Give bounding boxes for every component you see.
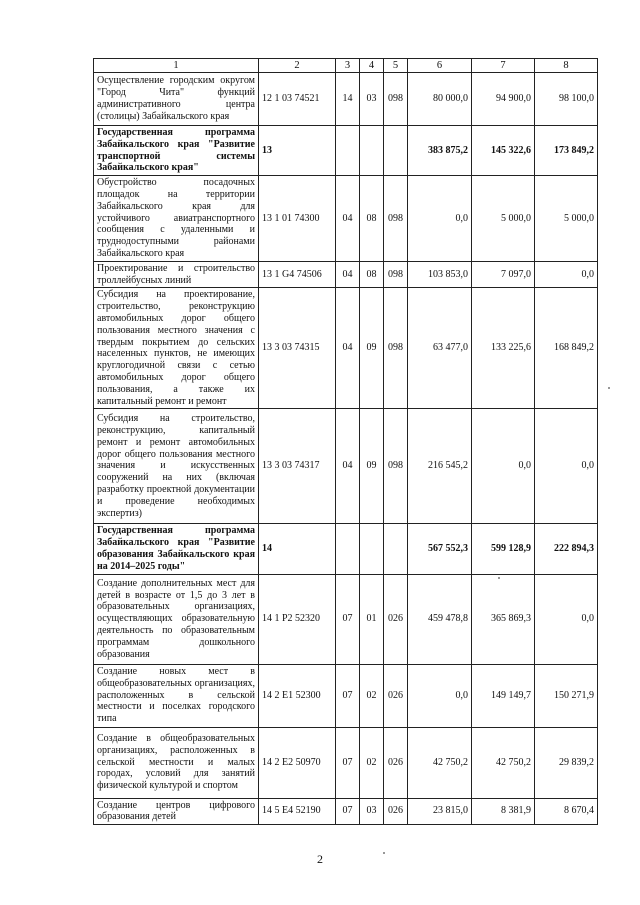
row-amount-6: 459 478,8 xyxy=(408,574,472,664)
row-col5 xyxy=(384,126,408,176)
column-header-7: 7 xyxy=(472,59,535,73)
table-body xyxy=(94,59,598,825)
row-col5: 026 xyxy=(384,664,408,727)
table-row xyxy=(94,288,598,409)
row-col5: 098 xyxy=(384,409,408,524)
row-name: Обустройство посадочных площадок на территории Забайкальского края для устойчивого авиатранспортного сообщения с удаленными и труднодоступными районами Забайкальского края xyxy=(94,176,259,262)
row-amount-8: 150 271,9 xyxy=(535,664,598,727)
row-amount-6: 0,0 xyxy=(408,664,472,727)
row-col5: 098 xyxy=(384,288,408,409)
row-code: 14 2 E1 52300 xyxy=(259,664,336,727)
row-col4: 02 xyxy=(360,664,384,727)
row-code: 13 1 G4 74506 xyxy=(259,261,336,288)
row-amount-7: 94 900,0 xyxy=(472,73,535,126)
row-amount-6: 216 545,2 xyxy=(408,409,472,524)
row-code: 13 3 03 74317 xyxy=(259,409,336,524)
scan-speck xyxy=(383,852,385,854)
row-amount-6: 80 000,0 xyxy=(408,73,472,126)
row-col5: 026 xyxy=(384,574,408,664)
row-col3: 07 xyxy=(336,727,360,798)
column-header-8: 8 xyxy=(535,59,598,73)
row-col3: 07 xyxy=(336,664,360,727)
column-header-3: 3 xyxy=(336,59,360,73)
row-amount-8: 8 670,4 xyxy=(535,798,598,825)
table-row xyxy=(94,126,598,176)
row-code: 14 5 E4 52190 xyxy=(259,798,336,825)
scan-speck xyxy=(608,387,610,389)
row-amount-7: 145 322,6 xyxy=(472,126,535,176)
row-col5: 098 xyxy=(384,261,408,288)
table-row xyxy=(94,409,598,524)
header-row xyxy=(94,59,598,73)
table-row xyxy=(94,261,598,288)
row-col3 xyxy=(336,524,360,574)
row-amount-8: 168 849,2 xyxy=(535,288,598,409)
row-col5: 026 xyxy=(384,798,408,825)
row-col4: 03 xyxy=(360,73,384,126)
row-amount-7: 7 097,0 xyxy=(472,261,535,288)
row-amount-8: 98 100,0 xyxy=(535,73,598,126)
row-code: 14 xyxy=(259,524,336,574)
row-name: Создание центров цифрового образования детей xyxy=(94,798,259,825)
row-col4: 09 xyxy=(360,409,384,524)
row-name: Создание в общеобразовательных организациях, расположенных в сельской местности и малых городах, условий для занятий физической культурой и спортом xyxy=(94,727,259,798)
row-col3: 14 xyxy=(336,73,360,126)
row-amount-7: 365 869,3 xyxy=(472,574,535,664)
row-amount-8: 0,0 xyxy=(535,409,598,524)
scan-speck xyxy=(498,577,500,579)
row-amount-7: 133 225,6 xyxy=(472,288,535,409)
table-row xyxy=(94,727,598,798)
row-amount-8: 0,0 xyxy=(535,574,598,664)
row-amount-6: 103 853,0 xyxy=(408,261,472,288)
row-col4: 03 xyxy=(360,798,384,825)
budget-table xyxy=(93,58,598,825)
table-row xyxy=(94,73,598,126)
row-amount-6: 0,0 xyxy=(408,176,472,262)
row-col3: 04 xyxy=(336,176,360,262)
row-amount-6: 23 815,0 xyxy=(408,798,472,825)
row-name: Осуществление городским округом "Город Чита" функций административного центра (столицы) Забайкальского края xyxy=(94,73,259,126)
row-name: Субсидия на строительство, реконструкцию, капитальный ремонт и ремонт автомобильных дорог общего пользования местного значения и искусственных сооружений на них (включая разработку проектной документации и проведение необходимых экспертиз) xyxy=(94,409,259,524)
row-amount-7: 599 128,9 xyxy=(472,524,535,574)
page-number: 2 xyxy=(317,852,323,866)
row-col5: 098 xyxy=(384,73,408,126)
row-code: 14 2 E2 50970 xyxy=(259,727,336,798)
row-col3: 04 xyxy=(336,288,360,409)
row-name: Государственная программа Забайкальского края "Развитие транспортной системы Забайкальского края" xyxy=(94,126,259,176)
row-col4: 08 xyxy=(360,261,384,288)
table-row xyxy=(94,664,598,727)
row-amount-8: 0,0 xyxy=(535,261,598,288)
row-name: Государственная программа Забайкальского края "Развитие образования Забайкальского края на 2014–2025 годы" xyxy=(94,524,259,574)
column-header-5: 5 xyxy=(384,59,408,73)
row-col4: 01 xyxy=(360,574,384,664)
row-amount-7: 149 149,7 xyxy=(472,664,535,727)
row-amount-7: 5 000,0 xyxy=(472,176,535,262)
row-name: Создание новых мест в общеобразовательных организациях, расположенных в сельской местности и поселках городского типа xyxy=(94,664,259,727)
row-col3: 07 xyxy=(336,574,360,664)
row-code: 13 1 01 74300 xyxy=(259,176,336,262)
row-name: Проектирование и строительство троллейбусных линий xyxy=(94,261,259,288)
row-amount-7: 42 750,2 xyxy=(472,727,535,798)
table-row xyxy=(94,176,598,262)
row-amount-8: 29 839,2 xyxy=(535,727,598,798)
row-col5 xyxy=(384,524,408,574)
row-col4 xyxy=(360,126,384,176)
row-code: 13 xyxy=(259,126,336,176)
row-col5: 098 xyxy=(384,176,408,262)
table-row xyxy=(94,798,598,825)
row-amount-8: 222 894,3 xyxy=(535,524,598,574)
row-col4: 08 xyxy=(360,176,384,262)
column-header-6: 6 xyxy=(408,59,472,73)
row-code: 13 3 03 74315 xyxy=(259,288,336,409)
row-amount-7: 0,0 xyxy=(472,409,535,524)
row-amount-6: 42 750,2 xyxy=(408,727,472,798)
row-amount-8: 5 000,0 xyxy=(535,176,598,262)
column-header-2: 2 xyxy=(259,59,336,73)
column-header-1: 1 xyxy=(94,59,259,73)
row-code: 14 1 P2 52320 xyxy=(259,574,336,664)
row-amount-6: 63 477,0 xyxy=(408,288,472,409)
row-name: Создание дополнительных мест для детей в возрасте от 1,5 до 3 лет в образовательных организациях, осуществляющих образовательную деятельность по образовательным программам дошкольного образования xyxy=(94,574,259,664)
row-amount-6: 567 552,3 xyxy=(408,524,472,574)
column-header-4: 4 xyxy=(360,59,384,73)
row-name: Субсидия на проектирование, строительство, реконструкцию автомобильных дорог общего пользования местного значения с твердым покрытием до сельских населенных пунктов, не имеющих круглогодичной связи с сетью автомобильных дорог общего пользования, а также их капитальный ремонт и ремонт xyxy=(94,288,259,409)
row-col4 xyxy=(360,524,384,574)
table-row xyxy=(94,524,598,574)
row-code: 12 1 03 74521 xyxy=(259,73,336,126)
row-col3: 04 xyxy=(336,409,360,524)
row-col3: 04 xyxy=(336,261,360,288)
row-amount-6: 383 875,2 xyxy=(408,126,472,176)
row-amount-7: 8 381,9 xyxy=(472,798,535,825)
row-col3 xyxy=(336,126,360,176)
row-col5: 026 xyxy=(384,727,408,798)
row-amount-8: 173 849,2 xyxy=(535,126,598,176)
row-col3: 07 xyxy=(336,798,360,825)
row-col4: 09 xyxy=(360,288,384,409)
table-row xyxy=(94,574,598,664)
row-col4: 02 xyxy=(360,727,384,798)
